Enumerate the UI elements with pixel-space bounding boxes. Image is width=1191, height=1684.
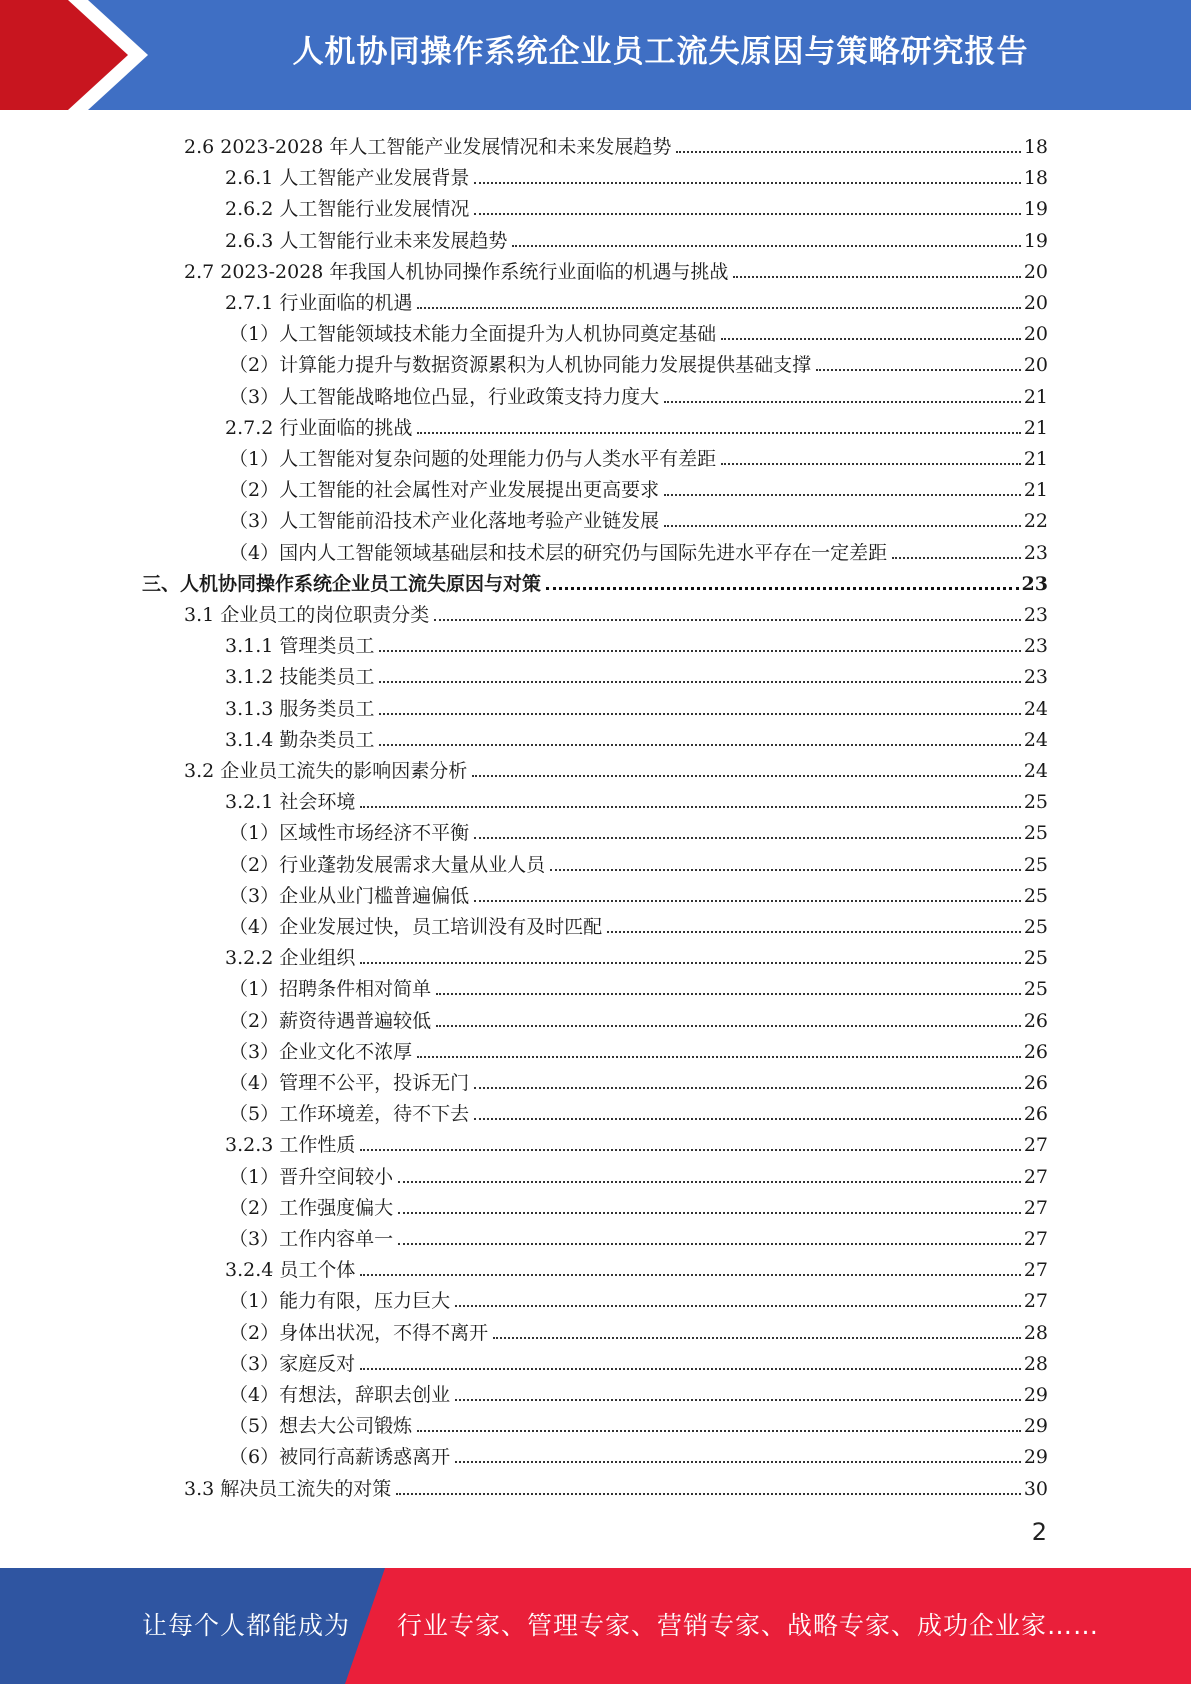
toc-entry-label: （1）招聘条件相对简单	[229, 978, 432, 1001]
toc-entry-page: 19	[1023, 229, 1048, 252]
toc-entry-page: 26	[1023, 1040, 1048, 1063]
toc-entry-label: （6）被同行高薪诱惑离开	[229, 1446, 451, 1469]
toc-leader-dots	[360, 1149, 1020, 1151]
footer-slogan-right: 行业专家、管理专家、营销专家、战略专家、成功企业家……	[397, 1611, 1100, 1640]
toc-entry-page: 21	[1023, 479, 1048, 502]
toc-entry-page: 29	[1023, 1446, 1048, 1469]
toc-entry[interactable]	[229, 471, 1048, 502]
toc-entry-label: （1）能力有限，压力巨大	[229, 1290, 451, 1313]
toc-entry[interactable]	[184, 752, 1048, 783]
toc-entry-label: 3.1 企业员工的岗位职责分类	[184, 604, 430, 626]
toc-entry-label: （4）国内人工智能领域基础层和技术层的研究仍与国际先进水平存在一定差距	[229, 541, 888, 564]
toc-leader-dots	[474, 900, 1021, 902]
toc-entry-page: 23	[1021, 572, 1048, 595]
toc-entry-page: 27	[1023, 1290, 1048, 1313]
toc-entry[interactable]	[229, 346, 1048, 377]
toc-entry-page: 22	[1023, 510, 1048, 533]
toc-entry-page: 23	[1023, 541, 1048, 564]
toc-entry-label: （2）薪资待遇普遍较低	[229, 1009, 432, 1032]
toc-entry[interactable]	[229, 1158, 1048, 1189]
toc-entry[interactable]	[142, 565, 1048, 596]
toc-entry[interactable]	[225, 690, 1048, 721]
toc-entry-label: 三、人机协同操作系统企业员工流失原因与对策	[142, 572, 542, 595]
toc-entry-label: （1）区域性市场经济不平衡	[229, 822, 470, 845]
toc-leader-dots	[493, 1337, 1021, 1339]
toc-entry[interactable]	[184, 1470, 1048, 1501]
toc-entry-page: 28	[1023, 1321, 1048, 1344]
footer-slogan-left: 让每个人都能成为	[142, 1611, 351, 1640]
toc-entry[interactable]	[229, 1220, 1048, 1251]
toc-entry-page: 24	[1023, 728, 1048, 751]
toc-entry[interactable]	[229, 1282, 1048, 1313]
toc-entry[interactable]	[229, 502, 1048, 533]
toc-entry[interactable]	[225, 284, 1048, 315]
toc-leader-dots	[676, 151, 1020, 153]
toc-entry-page: 25	[1023, 947, 1048, 970]
toc-entry[interactable]	[229, 534, 1048, 565]
toc-leader-dots	[417, 432, 1020, 434]
toc-leader-dots	[721, 463, 1021, 465]
toc-leader-dots	[455, 1305, 1021, 1307]
toc-leader-dots	[664, 401, 1021, 403]
toc-entry-label: （2）计算能力提升与数据资源累积为人机协同能力发展提供基础支撑	[229, 354, 812, 377]
toc-entry-label: 2.7 2023-2028 年我国人机协同操作系统行业面临的机遇与挑战	[184, 260, 729, 283]
toc-entry-label: 3.1.4 勤杂类员工	[225, 728, 375, 751]
toc-leader-dots	[721, 338, 1021, 340]
toc-leader-dots	[379, 650, 1020, 652]
toc-entry-label: 3.3 解决员工流失的对策	[184, 1477, 392, 1500]
toc-entry-page: 20	[1023, 323, 1048, 346]
toc-leader-dots	[360, 1274, 1020, 1276]
toc-entry-page: 19	[1023, 198, 1048, 221]
toc-entry[interactable]	[229, 1407, 1048, 1438]
toc-entry-label: （5）工作环境差，待不下去	[229, 1103, 470, 1126]
toc-entry[interactable]	[229, 1064, 1048, 1095]
toc-entry[interactable]	[225, 721, 1048, 752]
page-header	[0, 0, 1191, 110]
toc-leader-dots	[360, 1368, 1021, 1370]
toc-entry-label: 2.6.3 人工智能行业未来发展趋势	[225, 229, 508, 252]
toc-entry-label: 2.6.1 人工智能产业发展背景	[225, 167, 470, 190]
toc-entry-label: （4）管理不公平，投诉无门	[229, 1072, 470, 1094]
toc-entry-page: 21	[1023, 416, 1048, 439]
toc-entry[interactable]	[229, 846, 1048, 877]
toc-leader-dots	[379, 681, 1020, 683]
toc-entry[interactable]	[225, 222, 1048, 253]
toc-leader-dots	[733, 276, 1020, 278]
toc-entry-page: 25	[1023, 978, 1048, 1001]
toc-entry[interactable]	[225, 409, 1048, 440]
toc-entry-label: 3.2 企业员工流失的影响因素分析	[184, 760, 468, 782]
toc-entry-label: 3.1.1 管理类员工	[225, 635, 375, 658]
toc-entry-label: 3.1.2 技能类员工	[225, 666, 375, 689]
toc-entry-page: 21	[1023, 385, 1048, 408]
toc-entry-page: 25	[1023, 791, 1048, 814]
toc-entry-label: （4）企业发展过快，员工培训没有及时匹配	[229, 916, 603, 938]
toc-entry-page: 25	[1023, 822, 1048, 845]
toc-leader-dots	[434, 619, 1021, 621]
toc-entry-page: 29	[1023, 1415, 1048, 1438]
toc-entry-label: 2.7.1 行业面临的机遇	[225, 292, 413, 314]
toc-entry[interactable]	[225, 783, 1048, 814]
toc-entry[interactable]	[229, 1345, 1048, 1376]
toc-leader-dots	[512, 245, 1020, 247]
toc-entry-label: （1）人工智能领域技术能力全面提升为人机协同奠定基础	[229, 323, 717, 346]
toc-entry-page: 20	[1023, 260, 1048, 283]
toc-leader-dots	[379, 744, 1020, 746]
toc-entry[interactable]	[229, 1033, 1048, 1064]
toc-leader-dots	[546, 587, 1019, 590]
toc-entry-label: 2.6.2 人工智能行业发展情况	[225, 198, 470, 221]
toc-leader-dots	[892, 557, 1021, 559]
toc-entry-label: （3）工作内容单一	[229, 1228, 394, 1250]
toc-entry-page: 27	[1023, 1134, 1048, 1157]
toc-leader-dots	[455, 1461, 1021, 1463]
toc-entry-label: （5）想去大公司锻炼	[229, 1415, 413, 1438]
toc-entry-label: （2）行业蓬勃发展需求大量从业人员	[229, 853, 546, 876]
toc-entry[interactable]	[225, 159, 1048, 190]
toc-entry-page: 23	[1023, 604, 1048, 626]
page-number: 2	[1031, 1518, 1047, 1546]
toc-leader-dots	[664, 494, 1021, 496]
toc-entry-page: 26	[1023, 1072, 1048, 1094]
toc-leader-dots	[472, 775, 1021, 777]
toc-entry-page: 20	[1023, 354, 1048, 377]
toc-entry[interactable]	[229, 970, 1048, 1001]
toc-entry[interactable]	[229, 378, 1048, 409]
toc-entry[interactable]	[225, 1126, 1048, 1157]
toc-entry-label: 3.2.1 社会环境	[225, 791, 356, 814]
toc-entry-page: 21	[1023, 448, 1048, 470]
toc-entry-label: （2）身体出状况，不得不离开	[229, 1321, 489, 1344]
toc-leader-dots	[396, 1493, 1021, 1495]
toc-entry-page: 23	[1023, 635, 1048, 658]
toc-entry[interactable]	[229, 440, 1048, 471]
toc-entry-page: 20	[1023, 292, 1048, 314]
toc-entry-page: 26	[1023, 1009, 1048, 1032]
toc-leader-dots	[607, 931, 1021, 933]
toc-entry-page: 23	[1023, 666, 1048, 689]
toc-leader-dots	[436, 1025, 1021, 1027]
toc-entry[interactable]	[225, 190, 1048, 221]
toc-leader-dots	[417, 1056, 1021, 1058]
toc-entry[interactable]	[229, 877, 1048, 908]
toc-entry[interactable]	[184, 253, 1048, 284]
toc-leader-dots	[550, 869, 1021, 871]
toc-entry-page: 25	[1023, 916, 1048, 938]
toc-entry[interactable]	[229, 1314, 1048, 1345]
toc-entry-label: 3.1.3 服务类员工	[225, 697, 375, 720]
toc-leader-dots	[379, 713, 1020, 715]
toc-entry-label: （3）人工智能战略地位凸显，行业政策支持力度大	[229, 385, 660, 408]
toc-leader-dots	[398, 1181, 1021, 1183]
toc-entry-label: （3）人工智能前沿技术产业化落地考验产业链发展	[229, 510, 660, 533]
toc-entry[interactable]	[184, 596, 1048, 627]
toc-leader-dots	[474, 837, 1021, 839]
toc-leader-dots	[474, 213, 1020, 215]
toc-entry[interactable]	[229, 315, 1048, 346]
toc-entry-label: （4）有想法，辞职去创业	[229, 1384, 451, 1406]
toc-entry[interactable]	[184, 128, 1048, 159]
page-footer	[0, 1568, 1191, 1684]
toc-entry-label: （2）人工智能的社会属性对产业发展提出更高要求	[229, 479, 660, 502]
toc-leader-dots	[474, 182, 1020, 184]
toc-entry-page: 25	[1023, 853, 1048, 876]
toc-entry-label: （1）人工智能对复杂问题的处理能力仍与人类水平有差距	[229, 448, 717, 470]
toc-entry[interactable]	[229, 1095, 1048, 1126]
toc-entry-page: 26	[1023, 1103, 1048, 1126]
toc-entry-label: （3）企业文化不浓厚	[229, 1040, 413, 1063]
toc-entry-page: 27	[1023, 1196, 1048, 1219]
toc-leader-dots	[360, 962, 1020, 964]
toc-leader-dots	[474, 1118, 1021, 1120]
toc-leader-dots	[398, 1212, 1021, 1214]
toc-entry-label: 2.6 2023-2028 年人工智能产业发展情况和未来发展趋势	[184, 136, 672, 158]
toc-entry[interactable]	[225, 1251, 1048, 1282]
toc-entry[interactable]	[229, 814, 1048, 845]
toc-entry-page: 18	[1023, 136, 1048, 158]
toc-entry-label: 3.2.4 员工个体	[225, 1259, 356, 1282]
toc-leader-dots	[455, 1399, 1021, 1401]
toc-entry-page: 27	[1023, 1228, 1048, 1250]
toc-entry-page: 24	[1023, 697, 1048, 720]
toc-entry-page: 29	[1023, 1384, 1048, 1406]
toc-leader-dots	[664, 525, 1021, 527]
toc-leader-dots	[436, 993, 1021, 995]
toc-leader-dots	[417, 307, 1020, 309]
toc-entry-page: 27	[1023, 1259, 1048, 1282]
toc-entry[interactable]	[225, 658, 1048, 689]
toc-entry-label: 3.2.2 企业组织	[225, 947, 356, 970]
toc-entry-page: 18	[1023, 167, 1048, 190]
toc-entry-page: 30	[1023, 1477, 1048, 1500]
toc-leader-dots	[398, 1243, 1021, 1245]
toc-entry-page: 25	[1023, 884, 1048, 907]
toc-entry[interactable]	[229, 1376, 1048, 1407]
toc-leader-dots	[360, 806, 1020, 808]
toc-entry-page: 27	[1023, 1165, 1048, 1188]
toc-leader-dots	[474, 1087, 1021, 1089]
toc-entry-label: （2）工作强度偏大	[229, 1196, 394, 1219]
toc-leader-dots	[816, 369, 1021, 371]
toc-entry[interactable]	[229, 1438, 1048, 1469]
toc-entry-label: （3）企业从业门槛普遍偏低	[229, 884, 470, 907]
toc-entry[interactable]	[229, 908, 1048, 939]
toc-entry-label: （3）家庭反对	[229, 1352, 356, 1375]
toc-entry-page: 24	[1023, 760, 1048, 782]
toc-entry[interactable]	[225, 939, 1048, 970]
toc-entry-page: 28	[1023, 1352, 1048, 1375]
toc-entry[interactable]	[229, 1189, 1048, 1220]
toc-entry-label: 2.7.2 行业面临的挑战	[225, 416, 413, 439]
toc-entry-label: （1）晋升空间较小	[229, 1165, 394, 1188]
toc-entry[interactable]	[229, 1002, 1048, 1033]
toc-leader-dots	[417, 1430, 1021, 1432]
toc-entry-label: 3.2.3 工作性质	[225, 1134, 356, 1157]
toc-entry[interactable]	[225, 627, 1048, 658]
document-title: 人机协同操作系统企业员工流失原因与策略研究报告	[292, 34, 1029, 70]
